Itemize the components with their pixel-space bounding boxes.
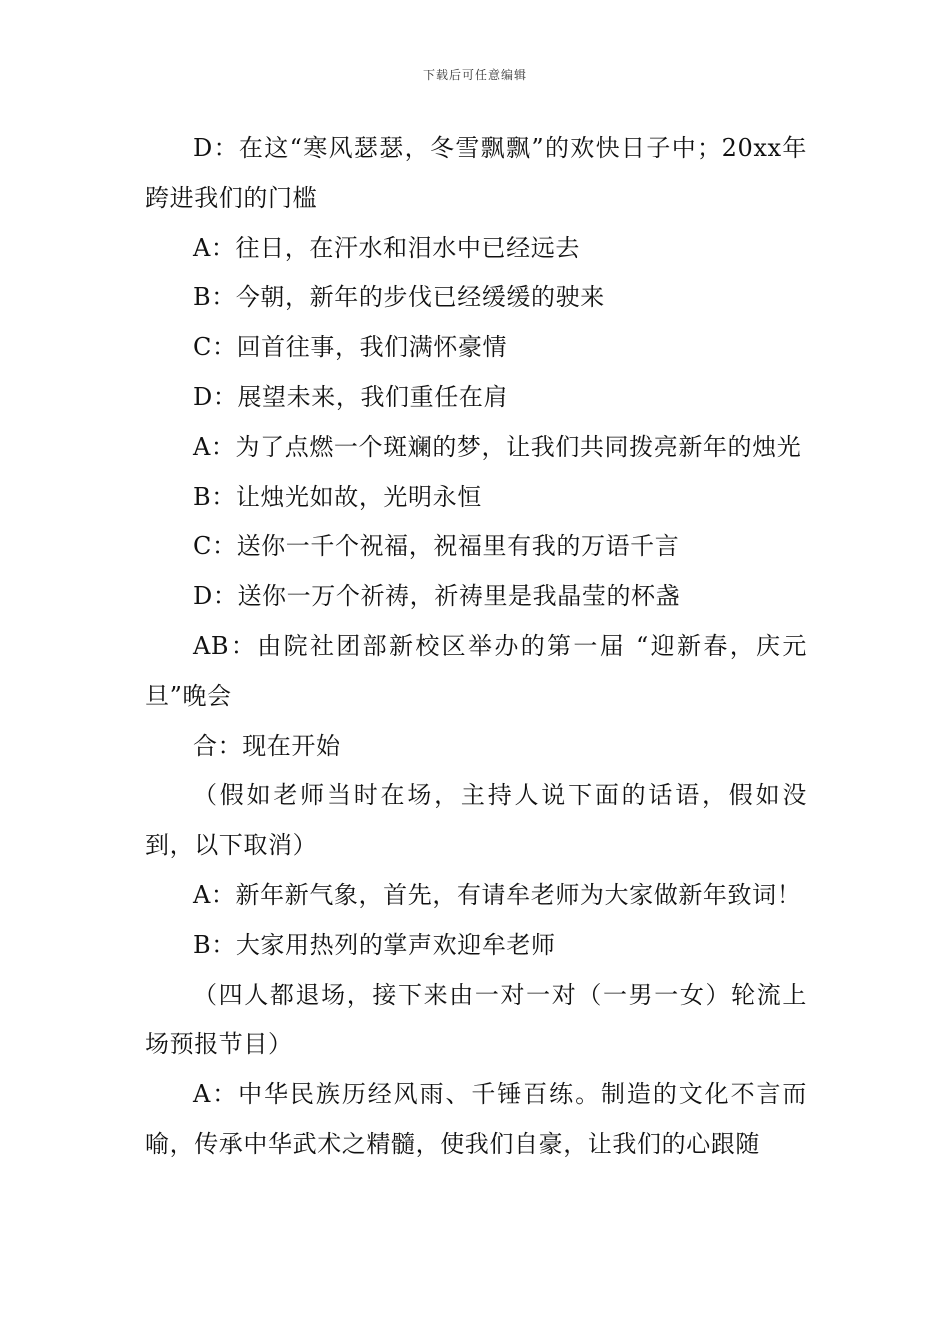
paragraph-6: A：为了点燃一个斑斓的梦，让我们共同拨亮新年的烛光 [193, 432, 802, 461]
document-body [145, 124, 807, 1170]
paragraph-16: A：中华民族历经风雨、千锤百练。制造的文化不言而喻，传承中华武术之精髓，使我们自豪，让我们的心跟随 [145, 1080, 807, 1158]
paragraph-12: （假如老师当时在场，主持人说下面的话语，假如没到，以下取消） [145, 781, 807, 860]
paragraph-7: B：让烛光如故，光明永恒 [193, 482, 482, 511]
paragraph-13: A：新年新气象，首先，有请牟老师为大家做新年致词！ [193, 880, 802, 909]
paragraph-3: B：今朝，新年的步伐已经缓缓的驶来 [193, 283, 605, 312]
paragraph-1: D：在这“寒风瑟瑟，冬雪飘飘”的欢快日子中；20xx年跨进我们的门槛 [145, 134, 807, 212]
paragraph-2: A：往日，在汗水和泪水中已经远去 [193, 233, 580, 262]
paragraph-9: D：送你一万个祈祷，祈祷里是我晶莹的杯盏 [193, 582, 681, 611]
paragraph-4: C：回首往事，我们满怀豪情 [193, 333, 508, 362]
paragraph-8: C：送你一千个祝福，祝福里有我的万语千言 [193, 532, 680, 561]
paragraph-5: D：展望未来，我们重任在肩 [193, 382, 509, 411]
paragraph-10: AB：由院社团部新校区举办的第一届 “迎新春，庆元旦”晚会 [145, 631, 807, 710]
paragraph-15: （四人都退场，接下来由一对一对（一男一女）轮流上场预报节目） [145, 980, 807, 1059]
paragraph-11: 合：现在开始 [193, 731, 341, 760]
page-header: 下载后可任意编辑 [422, 68, 527, 82]
paragraph-14: B：大家用热列的掌声欢迎牟老师 [193, 930, 556, 959]
